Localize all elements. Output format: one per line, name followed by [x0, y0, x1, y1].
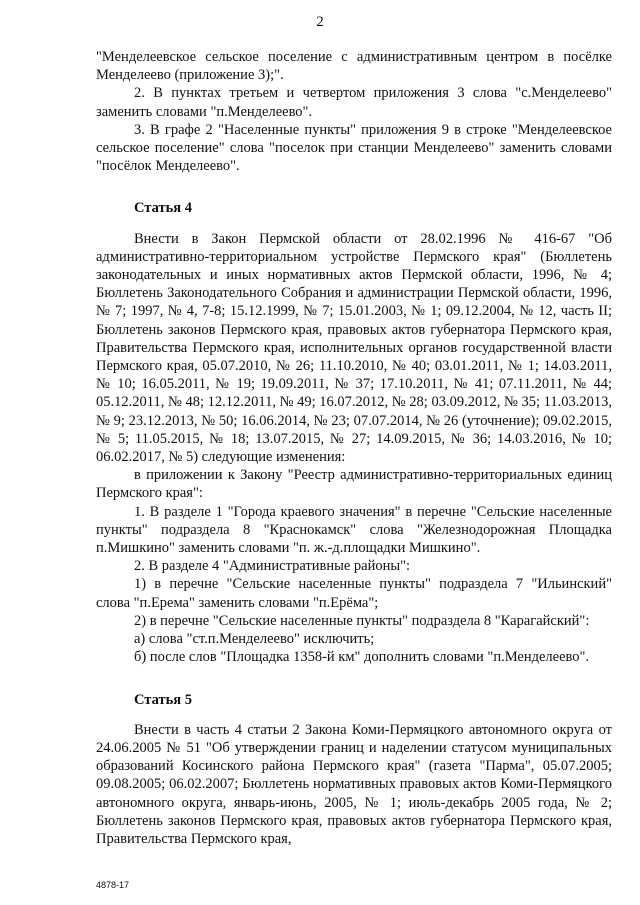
paragraph: Внести в Закон Пермской области от 28.02.1996 № 416-67 "Об административно-территориальном устройстве Пермского края" (Бюллетень законодательных и иных нормативных актов Пермской области, 1996, № 4; Бюллетень Законодательного Собрания и администрации Пермской области, 1996, № 7; 1997, № 4, 7-8; 15.12.1999, № 7; 15.01.2003, № 1; 09.12.2004, № 12, часть II; Бюллетень законов Пермского края, правовых актов губернатора Пермского края, Правительства Пермского края, исполнительных органов государственной власти Пермского края, 05.07.2010, № 26; 11.10.2010, № 40; 03.01.2011, № 1; 14.03.2011, № 10; 16.05.2011, № 19; 19.09.2011, № 37; 17.10.2011, № 41; 07.11.2011, № 44; 05.12.2011, № 48; 12.12.2011, № 49; 16.07.2012, № 28; 03.09.2012, № 35; 11.03.2013, № 9; 23.12.2013, № 50; 16.06.2014, № 23; 07.07.2014, № 26 (уточнение); 09.02.2015, № 5; 11.05.2015, № 18; 13.07.2015, № 27; 14.09.2015, № 36; 14.03.2016, № 10; 06.02.2017, № 5) следующие изменения: [96, 230, 612, 466]
paragraph: 2) в перечне "Сельские населенные пункты" подраздела 8 "Карагайский": [134, 612, 590, 629]
paragraph: 2. В разделе 4 "Административные районы": [134, 558, 411, 575]
article-4-title: Статья 4 [134, 200, 192, 217]
paragraph: б) после слов "Площадка 1358-й км" дополнить словами "п.Менделеево". [134, 649, 590, 666]
page-number: 2 [316, 14, 324, 30]
paragraph: Внести в часть 4 статьи 2 Закона Коми-Пермяцкого автономного округа от 24.06.2005 № 51 "Об утверждении границ и наделении статусом муниципальных образований Косинского района Пермского края" (газета "Парма", 05.07.2005; 09.08.2005; 06.02.2007; Бюллетень нормативных правовых актов Коми-Пермяцкого автономного округа, январь-июнь, 2005, № 1; июль-декабрь 2005 года, № 2; Бюллетень законов Пермского края, правовых актов губернатора Пермского края, Правительства Пермского края, [96, 721, 612, 847]
paragraph: 2. В пунктах третьем и четвертом приложения 3 слова "с.Менделеево" заменить словами "п.Менделеево". [96, 85, 612, 120]
paragraph: 1) в перечне "Сельские населенные пункты" подраздела 7 "Ильинский" слова "п.Ерема" заменить словами "п.Ерёма"; [96, 576, 612, 611]
paragraph: 3. В графе 2 "Населенные пункты" приложения 9 в строке "Менделеевское сельское поселение" слова "поселок при станции Менделеево" заменить словами "посёлок Менделеево". [96, 121, 612, 175]
paragraph: 1. В разделе 1 "Города краевого значения" в перечне "Сельские населенные пункты" подраздела 8 "Краснокамск" слова "Железнодорожная Площадка п.Мишкино" заменить словами "п. ж.-д.площадки Мишкино". [96, 503, 612, 557]
article-5-title: Статья 5 [134, 691, 192, 708]
paragraph: "Менделеевское сельское поселение с административным центром в посёлке Менделеево (приложение 3);". [96, 49, 612, 84]
paragraph: а) слова "ст.п.Менделеево" исключить; [134, 631, 375, 648]
document-body [96, 48, 612, 848]
paragraph: в приложении к Закону "Реестр административно-территориальных единиц Пермского края": [96, 467, 612, 502]
document-code: 4878-17 [96, 880, 130, 890]
